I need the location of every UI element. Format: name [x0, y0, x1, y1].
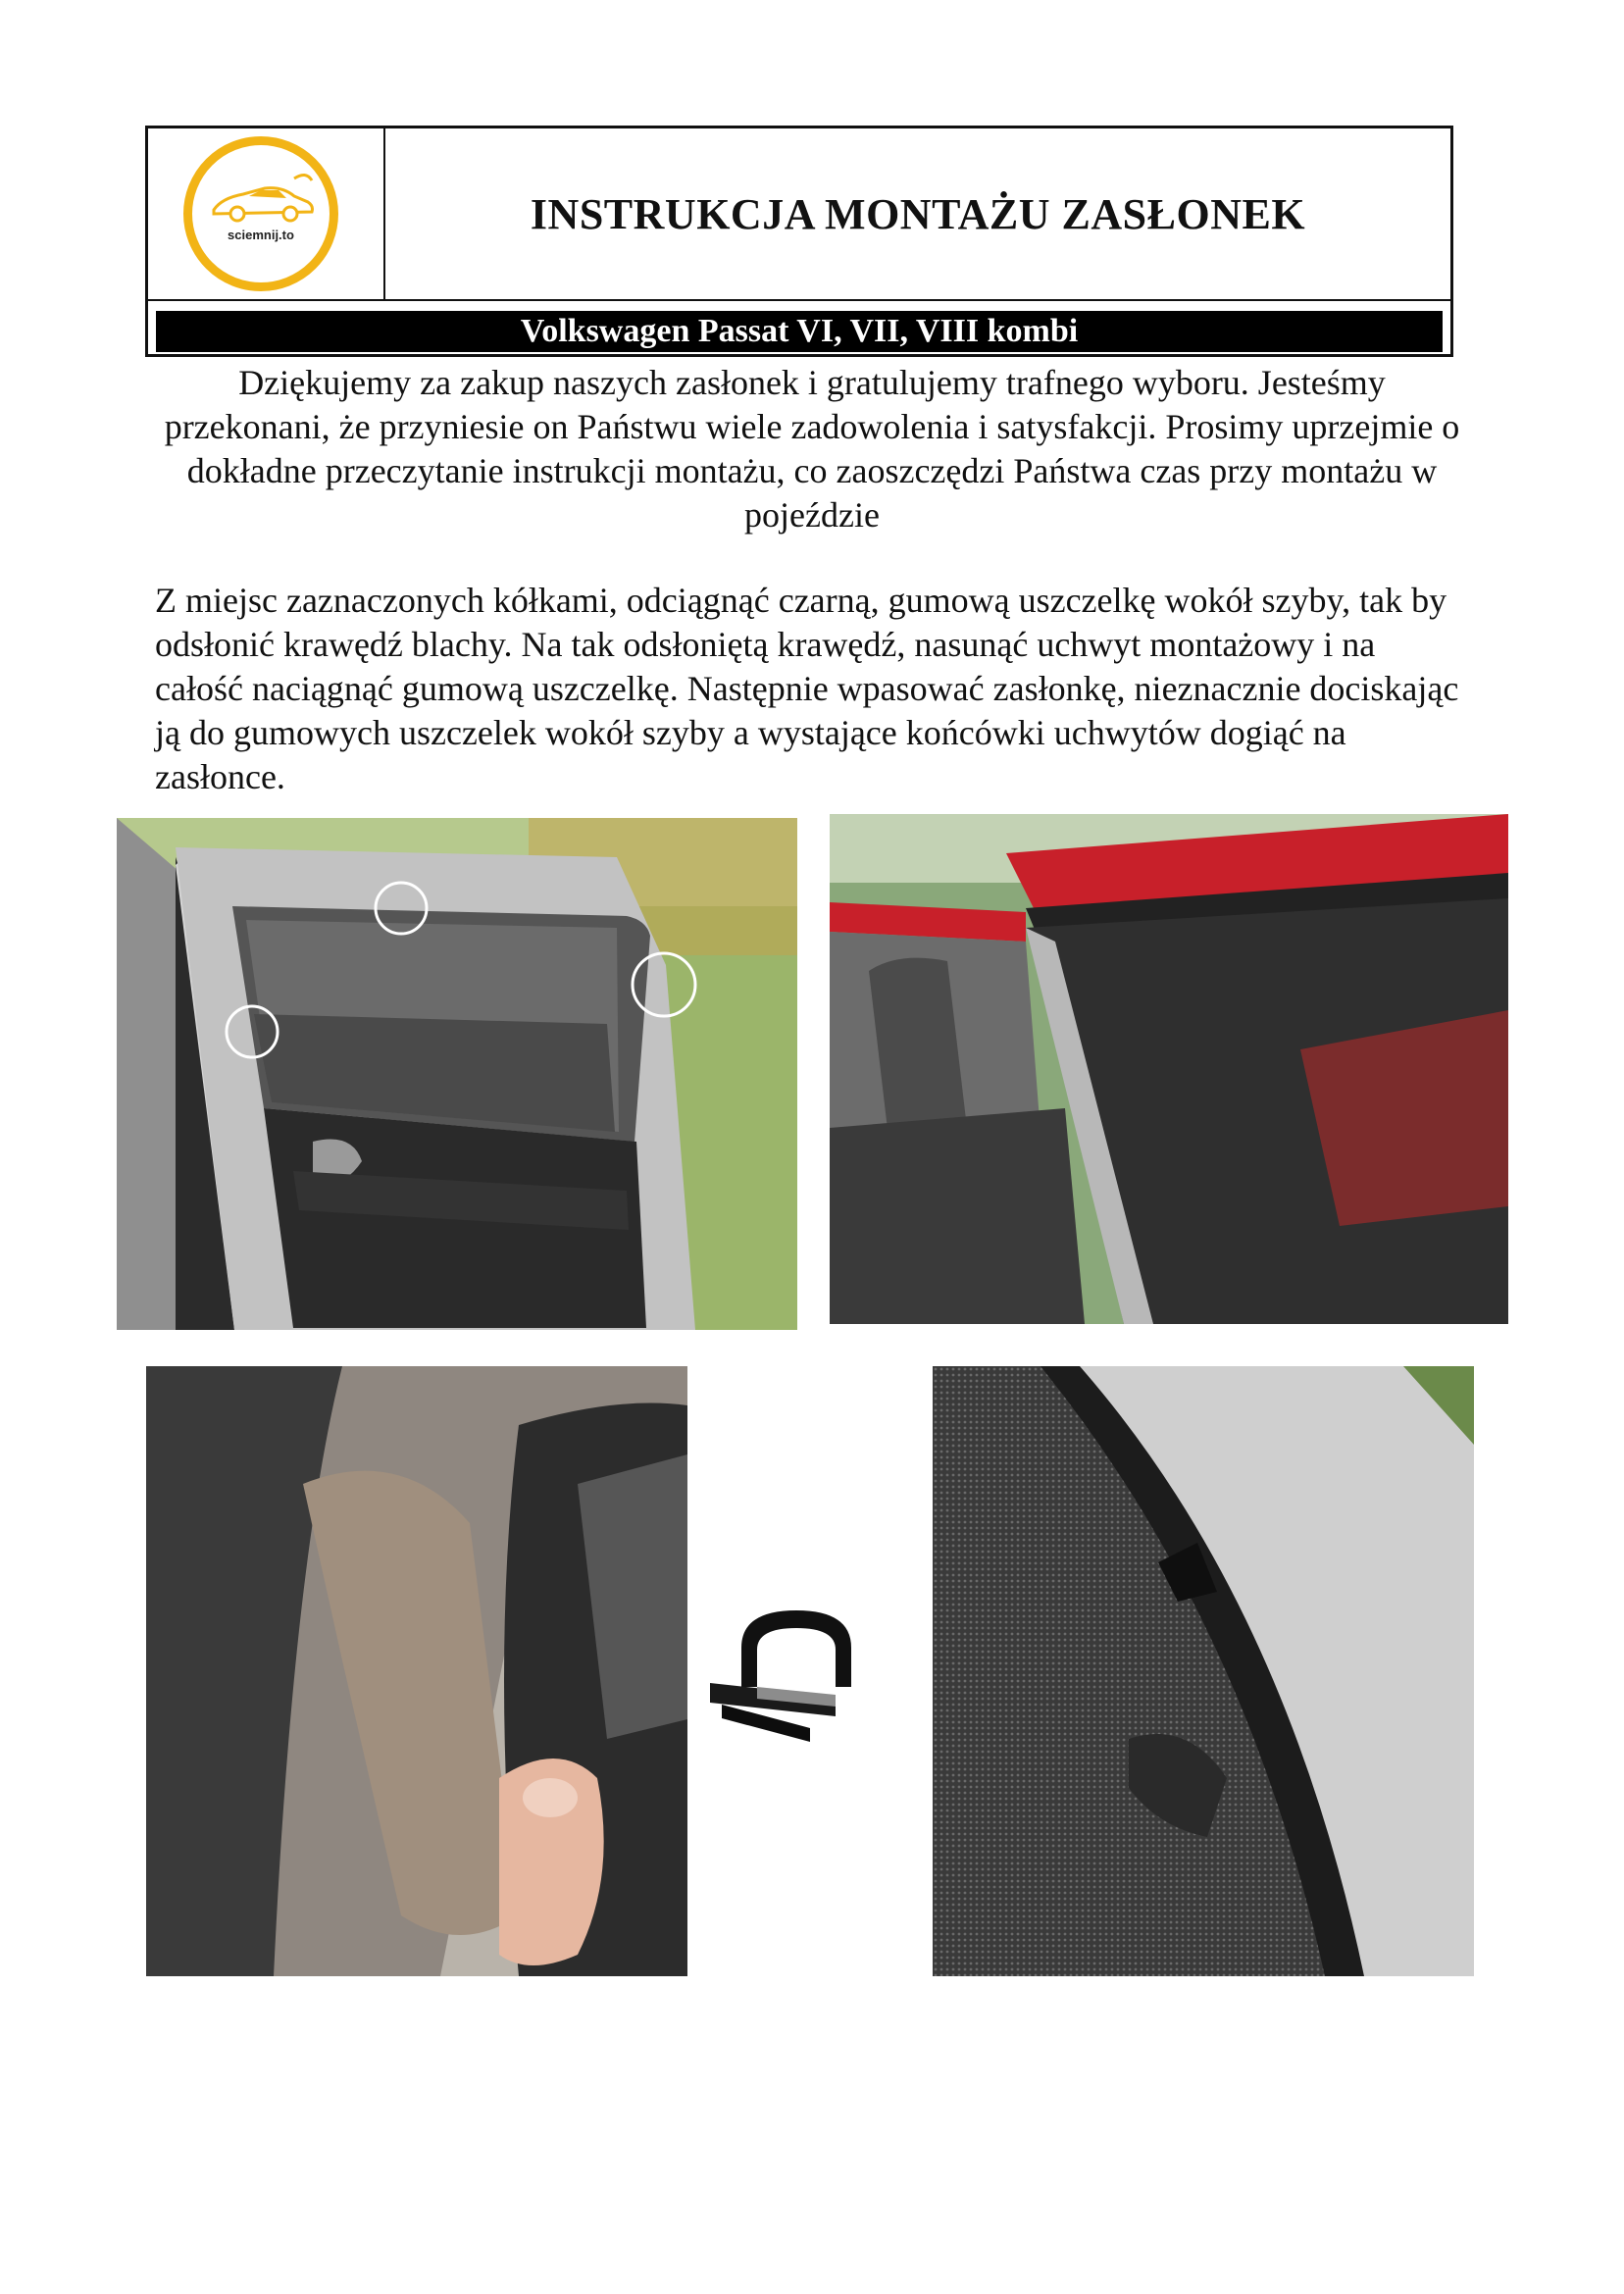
photo-installed-shade-corner — [933, 1366, 1474, 1976]
page-title: INSTRUKCJA MONTAŻU ZASŁONEK — [530, 189, 1306, 238]
logo-cell — [148, 128, 385, 299]
vehicle-model: Volkswagen Passat VI, VII, VIII kombi — [520, 313, 1079, 349]
subtitle-bar — [156, 311, 1443, 352]
car-logo-icon — [192, 145, 330, 282]
photo-door-with-circled-mounting-points — [117, 818, 797, 1330]
photo-red-car-interior-with-shade — [830, 814, 1508, 1324]
header-box — [145, 126, 1453, 357]
title-cell — [385, 128, 1450, 299]
brand-logo — [183, 136, 338, 291]
photo-mounting-clip — [702, 1589, 892, 1756]
photo-pulling-rubber-seal — [146, 1366, 687, 1976]
logo-text: sciemnij.to — [228, 228, 294, 242]
instruction-paragraph: Z miejsc zaznaczonych kółkami, odciągnąć czarną, gumową uszczelkę wokół szyby, tak by odsłonić krawędź blachy. Na tak odsłoniętą krawędź, nasunąć uchwyt montażowy i na całość naciągnąć gumową uszczelkę. Następnie wpasować zasłonkę, nieznacznie dociskając ją do gumowych uszczelek wokół szyby a wystające końcówki uchwytów dogiąć na zasłonce. — [155, 581, 1459, 796]
header-divider — [148, 299, 1450, 301]
intro-paragraph: Dziękujemy za zakup naszych zasłonek i gratulujemy trafnego wyboru. Jesteśmy przekonani, że przyniesie on Państwu wiele zadowolenia i satysfakcji. Prosimy uprzejmie o dokładne przeczytanie instrukcji montażu, co zaoszczędzi Państwa czas przy montażu w pojeździe — [164, 363, 1460, 535]
